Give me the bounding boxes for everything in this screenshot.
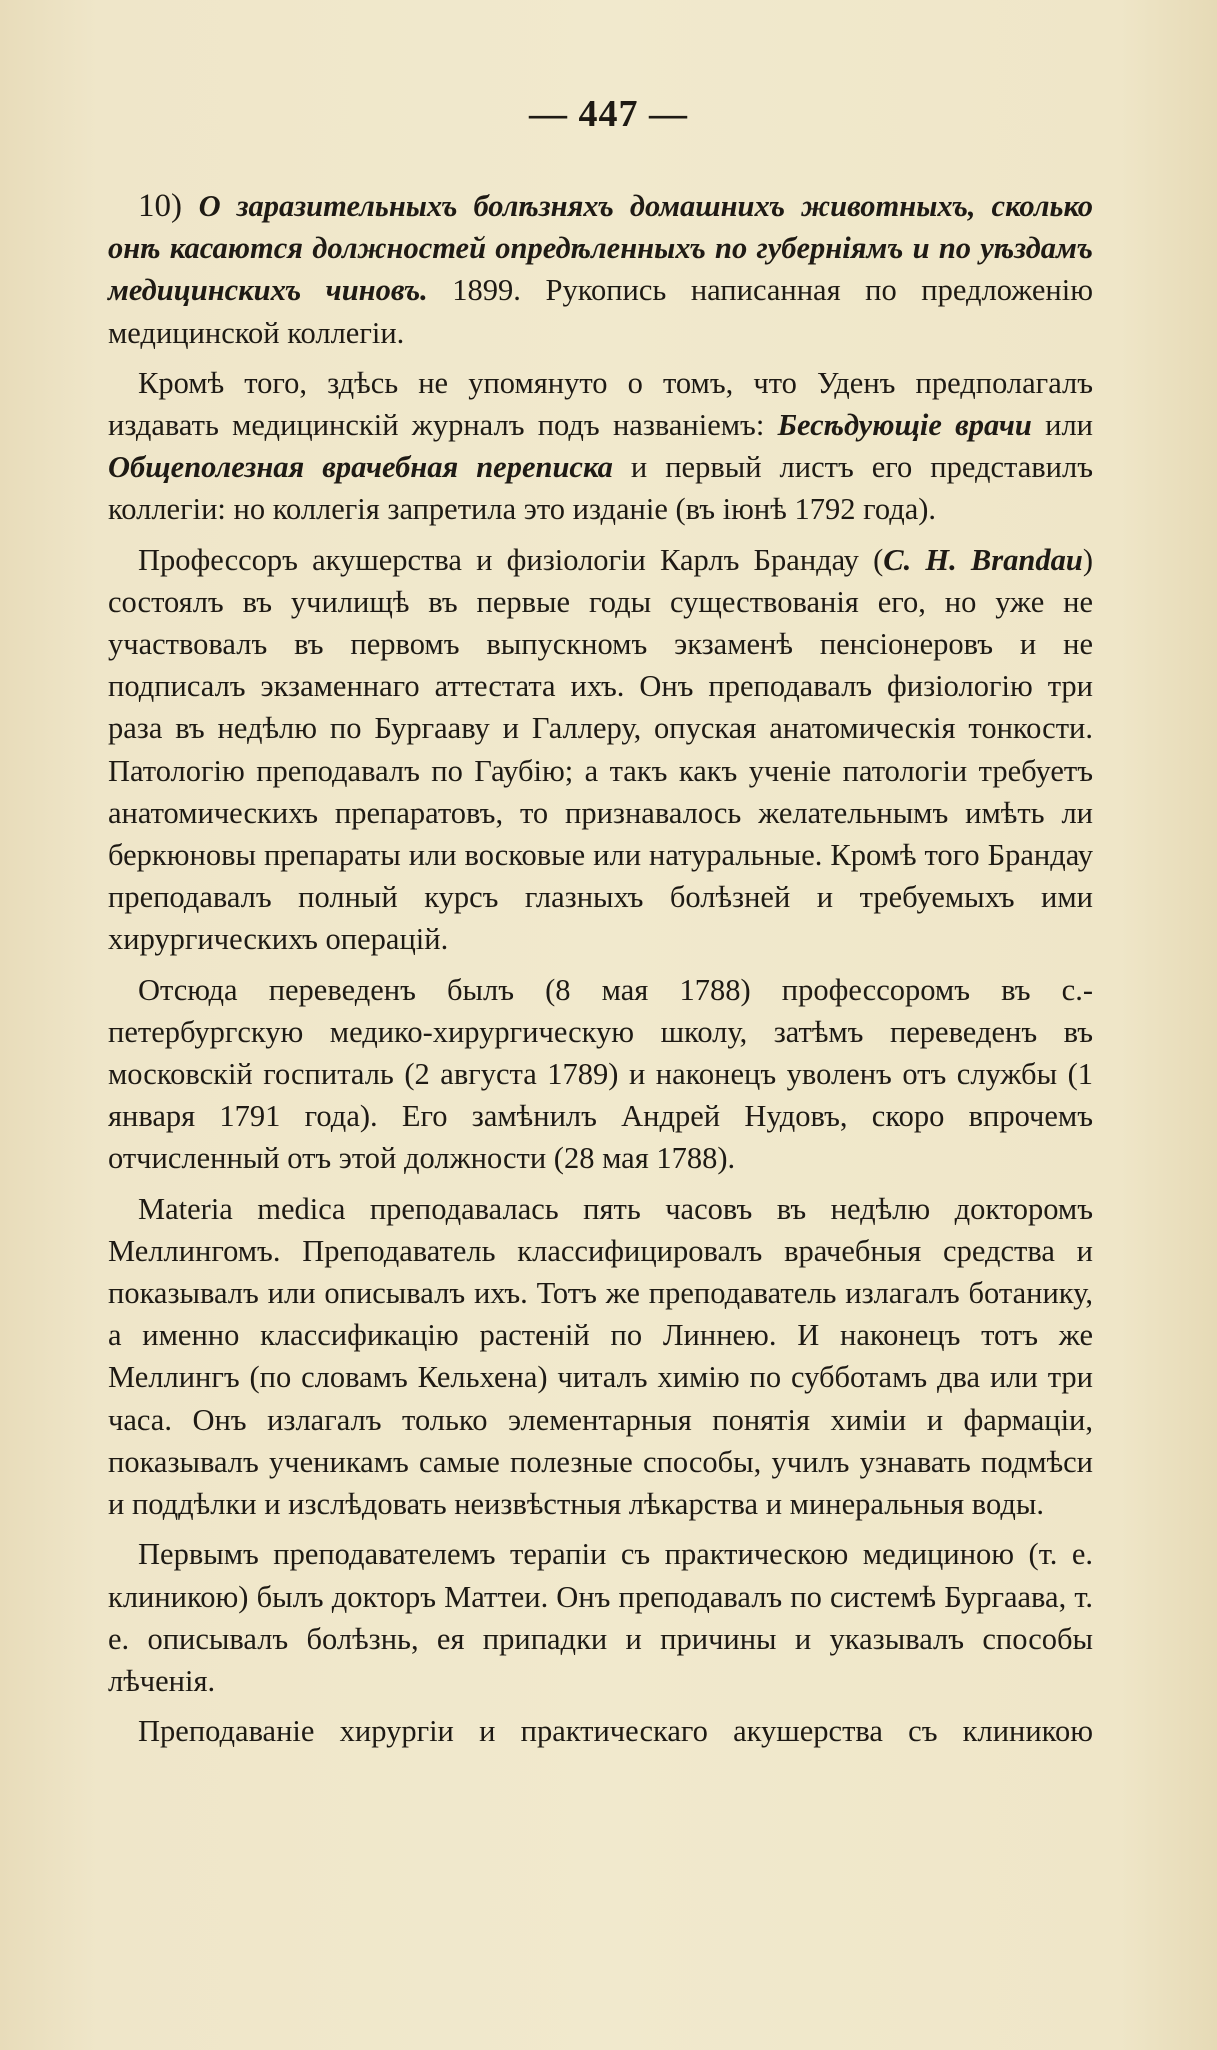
- journal-title-italic: Общеполезная врачебная переписка: [108, 450, 613, 485]
- paragraph-text: 1899. Рукопись написанная по предложенію медицинской коллегіи.: [108, 273, 1093, 350]
- paragraph-4: [108, 969, 1093, 1180]
- paragraph-2: [108, 362, 1093, 531]
- latin-name-italic: C. H. Brandau: [883, 542, 1083, 577]
- paragraph-1: [108, 185, 1093, 354]
- paragraph-text: ) состоялъ въ училищѣ въ первые годы существованія его, но уже не участвовалъ въ первомъ выпускномъ экзаменѣ пенсіонеровъ и не подписалъ экзаменнаго аттестата ихъ. Онъ преподавалъ физіологію три раза въ недѣлю по Бургааву и Галлеру, опуская анатомическія тонкости. Патологію преподавалъ по Гаубію; а такъ какъ ученіе патологіи требуетъ анатомическихъ препаратовъ, то признавалось желательнымъ имѣть ли беркюновы препараты или восковые или натуральные. Кромѣ того Брандау преподавалъ полный курсъ глазныхъ болѣзней и требуемыхъ ими хирургическихъ операцій.: [108, 542, 1093, 957]
- paragraph-5: [108, 1188, 1093, 1526]
- paragraph-text: Первымъ преподавателемъ терапіи съ практическою медициною (т. е. клиникою) былъ докторъ Маттеи. Онъ преподавалъ по системѣ Бургаава, т. е. описывалъ болѣзнь, ея припадки и причины и указывалъ способы лѣченія.: [108, 1537, 1093, 1698]
- body-text: [108, 185, 1093, 1760]
- paragraph-text: Materia medica преподавалась пять часовъ въ недѣлю докторомъ Меллингомъ. Преподаватель классифицировалъ врачебныя средства и показывалъ или описывалъ ихъ. Тотъ же преподаватель излагалъ ботанику, а именно классификацію растеній по Линнею. И наконецъ тотъ же Меллингъ (по словамъ Кельхена) читалъ химію по субботамъ два или три часа. Онъ излагалъ только элементарныя понятія химіи и фармаціи, показывалъ ученикамъ самые полезные способы, училъ узнавать подмѣси и поддѣлки и изслѣдовать неизвѣстныя лѣкарства и минеральныя воды.: [108, 1191, 1093, 1522]
- paragraph-text: Профессоръ акушерства и физіологіи Карлъ Брандау (: [138, 542, 884, 577]
- paragraph-text: Преподаваніе хирургіи и практическаго акушерства съ клиникою: [138, 1714, 1093, 1749]
- paragraph-text: и первый листъ его представилъ коллегіи: но коллегія запретила это изданіе (въ іюнѣ 1792 года).: [108, 450, 1093, 527]
- paragraph-6: [108, 1533, 1093, 1702]
- paragraph-text: Отсюда переведенъ былъ (8 мая 1788) профессоромъ въ с.-петербургскую медико-хирургическую школу, затѣмъ переведенъ въ московскій госпиталь (2 августа 1789) и наконецъ уволенъ отъ службы (1 января 1791 года). Его замѣнилъ Андрей Нудовъ, скоро впрочемъ отчисленный отъ этой должности (28 мая 1788).: [108, 972, 1093, 1176]
- page-number: — 447 —: [529, 93, 688, 135]
- paragraph-7: [108, 1710, 1093, 1752]
- book-title-italic: О заразительныхъ болѣзняхъ домашнихъ животныхъ, сколько онѣ касаются должностей опредѣленныхъ по губерніямъ и по уѣздамъ медицинскихъ чиновъ.: [108, 189, 1093, 308]
- journal-title-italic: Бесѣдующіе врачи: [777, 408, 1032, 443]
- paragraph-text: или: [1031, 408, 1093, 443]
- list-number: 10): [138, 188, 199, 224]
- paragraph-3: [108, 539, 1093, 961]
- paragraph-text: Кромѣ того, здѣсь не упомянуто о томъ, что Уденъ предполагалъ издавать медицинскій журналъ подъ названіемъ:: [108, 365, 1093, 443]
